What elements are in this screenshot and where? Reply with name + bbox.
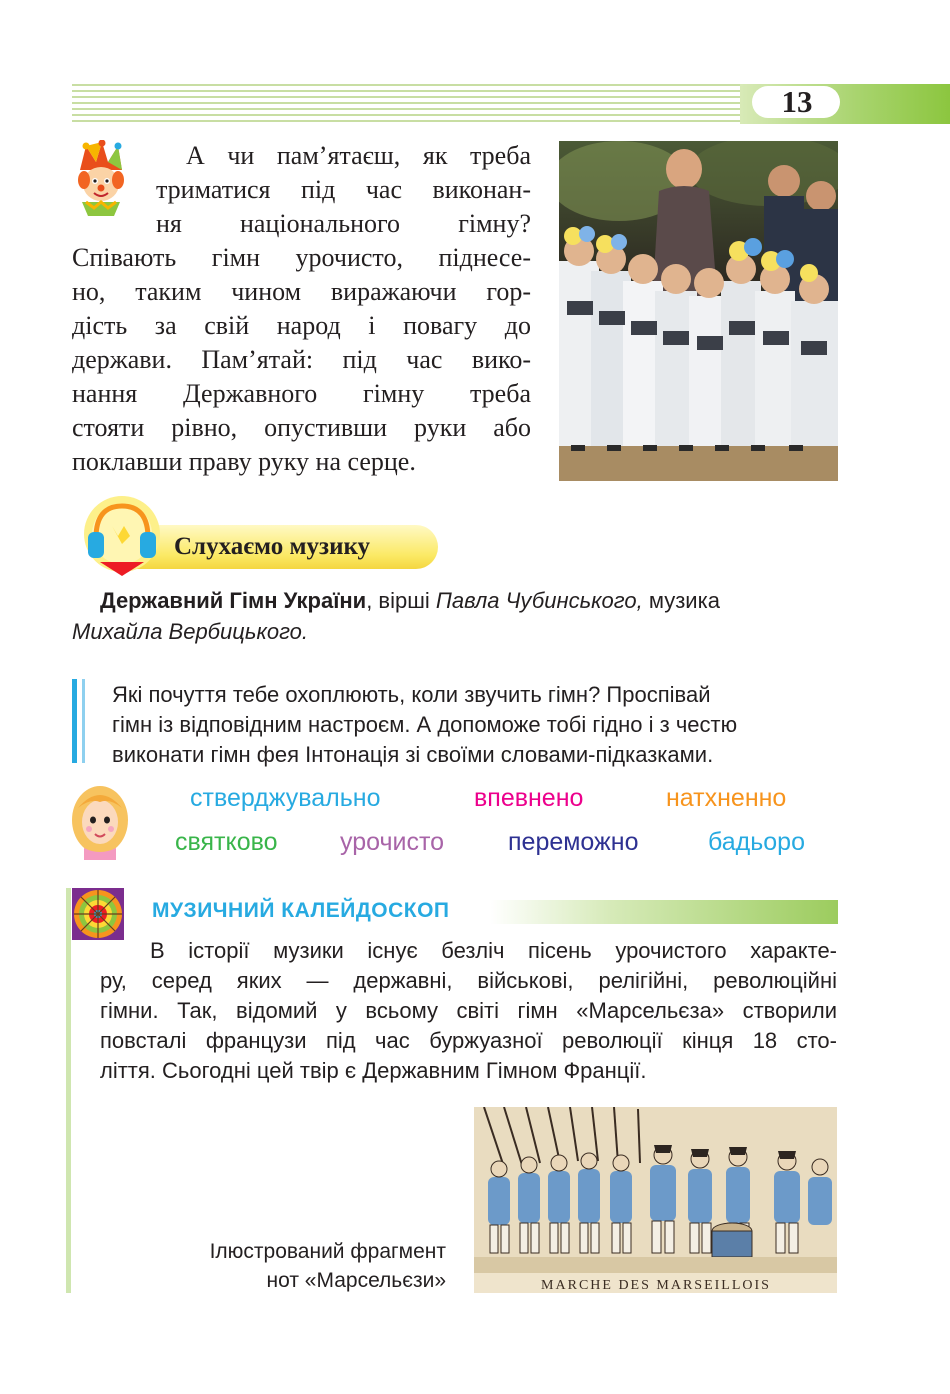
question-line: Які почуття тебе охоплюють, коли звучить гімн? Проспівай xyxy=(112,682,711,707)
kaleidoscope-line: В історії музики існує безліч пісень урочистого характе- xyxy=(150,938,837,963)
anthem-reference xyxy=(100,585,720,616)
illustration-caption: нот «Марсельєзи» xyxy=(266,1269,446,1292)
intro-line: триматися під час виконан- xyxy=(156,175,531,204)
intro-line: А чи пам’ятаєш, як треба xyxy=(186,141,531,170)
hint-word: впевнено xyxy=(474,784,584,812)
music-prefix: музика xyxy=(642,588,720,613)
kaleidoscope-line: ру, серед яких — державні, військові, релігійні, революційні xyxy=(100,968,837,993)
intro-line: поклавши праву руку на серце. xyxy=(72,447,416,476)
kaleidoscope-line: ліття. Сьогодні цей твір є Державним Гімном Франції. xyxy=(100,1058,647,1083)
intro-line: дість за свій народ і повагу до xyxy=(72,311,531,340)
hint-word: стверджувально xyxy=(190,784,381,812)
question-left-bar-inner xyxy=(82,679,85,763)
jester-icon xyxy=(72,140,130,220)
kaleidoscope-title: МУЗИЧНИЙ КАЛЕЙДОСКОП xyxy=(152,899,450,922)
kaleidoscope-line: гімни. Так, відомий у всьому світі гімн «Марсельєза» створили xyxy=(100,998,837,1023)
poet-name: Павла Чубинського, xyxy=(435,588,643,613)
fairy-intonation-icon xyxy=(70,784,130,860)
intro-line: нання Державного гімну треба xyxy=(72,379,531,408)
headphones-icon xyxy=(72,492,168,578)
intro-line: ня національного гімну? xyxy=(156,209,531,238)
listen-title: Слухаємо музику xyxy=(174,533,371,560)
hint-word: святково xyxy=(175,828,278,856)
kaleidoscope-icon xyxy=(72,888,124,940)
question-line: виконати гімн фея Інтонація зі своїми словами-підказками. xyxy=(112,742,714,767)
kaleidoscope-line: повсталі французи під час буржуазної революції кінця 18 сто- xyxy=(100,1028,837,1053)
intro-line: держави. Пам’ятай: під час вико- xyxy=(72,345,531,374)
question-line: гімн із відповідним настроєм. А допоможе тобі гідно і з честю xyxy=(112,712,738,737)
kaleidoscope-bar xyxy=(490,900,838,924)
illustration-caption: Ілюстрований фрагмент xyxy=(209,1240,446,1263)
children-anthem-photo xyxy=(559,141,838,481)
hint-word: переможно xyxy=(508,828,639,856)
section-left-line xyxy=(66,888,71,1293)
hint-word: бадьоро xyxy=(708,828,805,856)
composer-name: Михайла Вербицького. xyxy=(72,619,309,644)
page-number: 13 xyxy=(781,84,813,119)
intro-line: но, таким чином виражаючи гор- xyxy=(72,277,531,306)
anthem-title: Державний Гімн України xyxy=(100,588,367,613)
question-left-bar xyxy=(72,679,77,763)
marche-title: MARCHE DES MARSEILLOIS xyxy=(541,1278,771,1293)
header-stripes xyxy=(72,84,758,124)
hint-word: урочисто xyxy=(340,828,445,856)
words-prefix: , вірші xyxy=(366,588,436,613)
marseillaise-illustration xyxy=(474,1107,837,1293)
hint-word: натхненно xyxy=(666,784,787,812)
intro-line: стояти рівно, опустивши руки або xyxy=(72,413,531,442)
intro-line: Співають гімн урочисто, піднесе- xyxy=(72,243,531,272)
